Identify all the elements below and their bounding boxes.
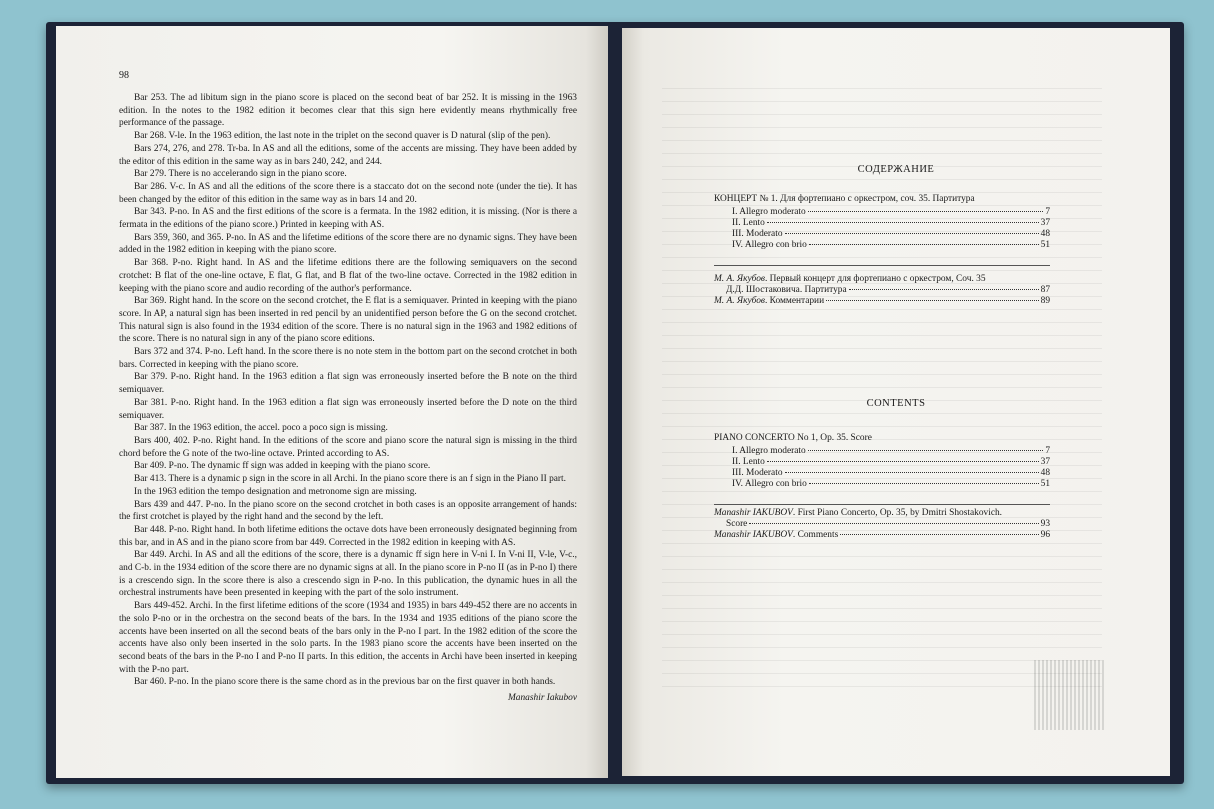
page-number: 98 [119, 70, 129, 81]
toc-entry: IV. Allegro con brio 51 [732, 479, 1050, 489]
note-paragraph: Bar 279. There is no accelerando sign in the piano score. [134, 169, 347, 180]
toc-heading-russian: СОДЕРЖАНИЕ [857, 164, 935, 175]
note-paragraph: Bars 372 and 374. P-no. Left hand. In the score there is no note stem in the bottom part on the second crotchet in both bars. Corrected in keeping with the piano score. [119, 347, 577, 370]
toc-entry: Score 93 [726, 519, 1050, 529]
signature: Manashir Iakubov [508, 693, 577, 704]
toc-entry: I. Allegro moderato 7 [732, 446, 1050, 456]
toc-entry: II. Lento 37 [732, 218, 1050, 228]
note-paragraph: Bar 413. There is a dynamic p sign in the score in all Archi. In the piano score there is an f sign in the Piano II part. [134, 474, 567, 485]
toc-divider [714, 265, 1050, 266]
editorial-notes [119, 92, 577, 705]
toc-entry: II. Lento 37 [732, 457, 1050, 467]
note-paragraph: Bars 400, 402. P-no. Right hand. In the editions of the score and piano score the natural sign is missing in the third chord before the G note of the two-line octave. Printed according to AS. [119, 435, 577, 459]
note-paragraph: Bar 369. Right hand. In the score on the second crotchet, the E flat is a semiquaver. Printed in keeping with the piano score. In AP, a natural sign has been inserted in red pencil by an unidentified person before the G on the second crotchet. This natural sign is also found in the 1934 edition of the score. There is no natural sign in the 1963 and 1982 editions of the score. There is no natural sign in any of the piano score editions. [119, 296, 577, 345]
note-paragraph: Bar 253. The ad libitum sign in the piano score is placed on the second beat of bar 252. It is missing in the 1963 edition. In the notes to the 1982 edition it becomes clear that this sign here evidently means rhythmically free performance of the passage. [119, 93, 577, 129]
toc-entry: III. Moderato 48 [732, 468, 1050, 478]
note-paragraph: Bar 448. P-no. Right hand. In both lifetime editions the octave dots have been erroneously designated beginning from this bar, and in AS and in the piano score from bar 449. Corrected in the 1982 edition in keeping with AS. [119, 524, 577, 548]
toc-work-title: КОНЦЕРТ № 1. Для фортепиано с оркестром, соч. 35. Партитура [714, 194, 975, 204]
toc-entry: IV. Allegro con brio 51 [732, 240, 1050, 250]
toc-entry: М. А. Якубов. Первый концерт для фортепиано с оркестром, Соч. 35 [714, 274, 986, 284]
toc-entry: М. А. Якубов. Комментарии 89 [714, 296, 1050, 306]
right-page [622, 28, 1170, 776]
toc-entry: Manashir IAKUBOV. Comments 96 [714, 530, 1050, 540]
note-paragraph: Bar 286. V-c. In AS and all the editions of the score there is a staccato dot on the second note (under the tie). It has been changed by the editor of this edition in the same way as in bars 14 and 20. [119, 181, 577, 205]
note-paragraph: Bars 359, 360, and 365. P-no. In AS and the lifetime editions of the score there are no dynamic signs. They have been added in the 1982 edition in keeping with the piano score. [119, 232, 577, 256]
bleed-through-text [662, 88, 1102, 688]
note-paragraph: Bar 449. Archi. In AS and all the editions of the score, there is a dynamic ff sign here in V-ni I. In V-ni II, V-le, V-c., and C-b. in the 1934 edition of the score there are no dynamic signs at all. In the piano score in P-no II (as in P-no I) there is a crescendo sign. In the score there is also a crescendo sign in P-no. In this publication, the dynamic hues in all the orchestral instruments have been presented in keeping with the part of the solo instrument. [119, 550, 577, 599]
note-paragraph: Bar 343. P-no. In AS and the first editions of the score is a fermata. In the 1982 edition, it is missing. (Nor is there a fermata in the editions of the piano score.) Printed in keeping with AS. [119, 207, 577, 231]
note-paragraph: Bar 460. P-no. In the piano score there is the same chord as in the previous bar on the first quaver in both hands. [134, 677, 556, 688]
note-paragraph: Bar 387. In the 1963 edition, the accel. poco a poco sign is missing. [134, 423, 388, 434]
note-paragraph: Bar 409. P-no. The dynamic ff sign was added in keeping with the piano score. [134, 461, 431, 472]
toc-english [714, 433, 1050, 490]
left-page [56, 26, 608, 778]
note-paragraph: Bars 274, 276, and 278. Tr-ba. In AS and all the editions, some of the accents are missing. They have been added by the editor of this edition in the same way as in bars 240, 242, and 244. [119, 143, 577, 167]
toc-entry: III. Moderato 48 [732, 229, 1050, 239]
toc-divider [714, 504, 1050, 505]
note-paragraph: Bar 379. P-no. Right hand. In the 1963 edition a flat sign was erroneously inserted before the B note on the third semiquaver. [119, 372, 577, 396]
toc-entry: Manashir IAKUBOV. First Piano Concerto, Op. 35, by Dmitri Shostakovich. [714, 508, 1003, 518]
toc-entry: Д.Д. Шостаковича. Партитура 87 [726, 285, 1050, 295]
toc-russian [714, 194, 1050, 251]
note-paragraph: In the 1963 edition the tempo designation and metronome sign are missing. [134, 486, 417, 497]
barcode-bleed [1034, 660, 1104, 730]
note-paragraph: Bars 439 and 447. P-no. In the piano score on the second crotchet in both cases is an opposite arrangement of hands: the first crotchet is played by the right hand and the second by the left. [119, 499, 577, 523]
toc-russian-extra [714, 274, 1050, 307]
toc-entry: I. Allegro moderato 7 [732, 207, 1050, 217]
toc-english-extra [714, 508, 1050, 541]
toc-heading-english: CONTENTS [866, 398, 926, 409]
note-paragraph: Bar 368. P-no. Right hand. In AS and the lifetime editions there are the following semiquavers on the second crotchet: B flat of the one-line octave, E flat, G flat, and B flat of the two-line octave. Corrected in the 1982 edition in keeping with the piano score and audio recording of the author's performance. [119, 258, 577, 294]
toc-work-title: PIANO CONCERTO No 1, Op. 35. Score [714, 433, 872, 443]
note-paragraph: Bars 449-452. Archi. In the first lifetime editions of the score (1934 and 1935) in bars 449-452 there are no accents in the solo P-no or in the orchestra on the second beats of the bars. In the 1934 and 1935 editions of the piano score the accents have been inserted on all the second beats of the bars only in the P-no I part. In the 1982 edition of the score the accents have also only been inserted in the solo parts. In the 1983 piano score the accents have been inserted on the second beats of the bars in the P-no I and P-no II parts. In this edition, the accents in Archi have been inserted in keeping with the P-no part. [119, 601, 577, 675]
note-paragraph: Bar 268. V-le. In the 1963 edition, the last note in the triplet on the second quaver is D natural (slip of the pen). [134, 131, 551, 142]
note-paragraph: Bar 381. P-no. Right hand. In the 1963 edition a flat sign was erroneously inserted before the D note on the third semiquaver. [119, 397, 577, 421]
